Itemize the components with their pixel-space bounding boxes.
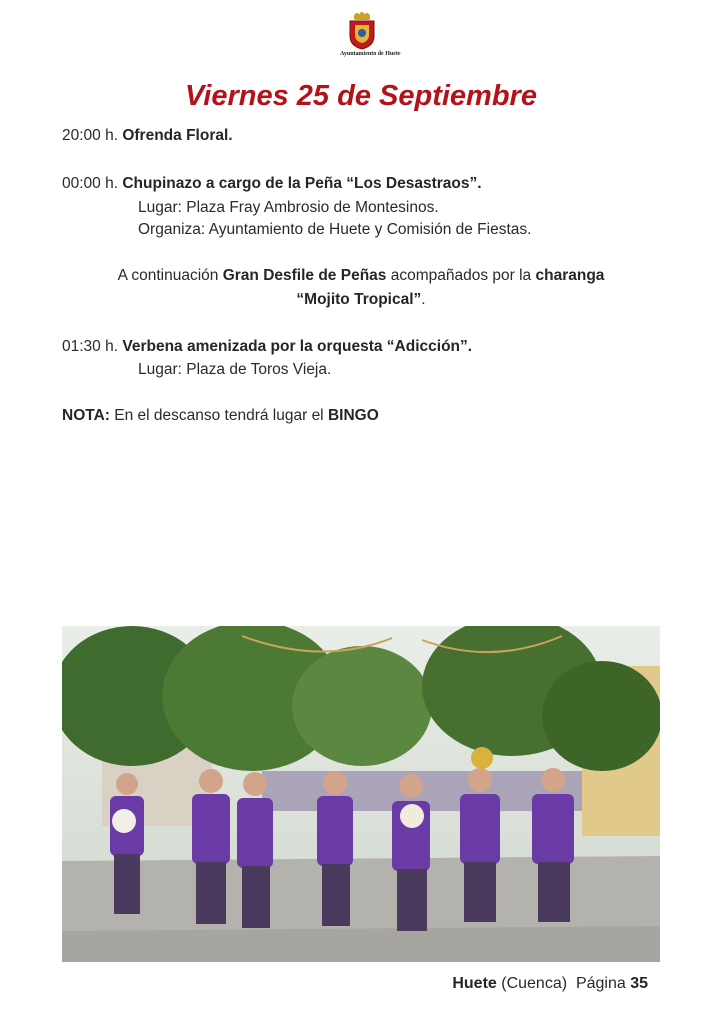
event-time: 20:00 h. — [62, 127, 119, 144]
note-bingo: BINGO — [327, 407, 379, 424]
note — [62, 406, 379, 426]
parade-charanga: charanga — [535, 267, 605, 284]
parade-name: Gran Desfile de Peñas — [222, 267, 387, 284]
parade-band — [0, 290, 722, 310]
event-name: Verbena amenizada por la orquesta “Adicción”. — [122, 338, 473, 355]
band-name: “Mojito Tropical” — [296, 291, 422, 308]
parade-text — [0, 266, 722, 286]
footer-town: Huete — [452, 975, 497, 992]
footer-page-number: 35 — [630, 975, 648, 992]
event-name: Chupinazo a cargo de la Peña “Los Desastraos”. — [122, 175, 482, 192]
band-end: . — [421, 291, 426, 308]
event-time: 00:00 h. — [62, 175, 119, 192]
coat-of-arms-logo — [340, 12, 401, 60]
event-place: Lugar: Plaza Fray Ambrosio de Montesinos. — [138, 199, 439, 216]
event-chupinazo — [62, 174, 482, 194]
parade-mid: acompañados por la — [386, 267, 536, 284]
event-organizer: Organiza: Ayuntamiento de Huete y Comisión de Fiestas. — [138, 221, 532, 238]
parade-pre: A continuación — [117, 267, 223, 284]
footer-page-label: Página — [575, 975, 631, 992]
event-name: Ofrenda Floral. — [122, 127, 233, 144]
coat-of-arms-icon — [345, 12, 379, 50]
page-footer — [452, 975, 648, 993]
note-label: NOTA: — [62, 407, 110, 424]
event-place: Lugar: Plaza de Toros Vieja. — [138, 361, 332, 378]
parade-photo — [62, 626, 660, 962]
event-time: 01:30 h. — [62, 338, 119, 355]
event-ofrenda — [62, 126, 233, 146]
logo-caption: Ayuntamiento de Huete — [340, 51, 401, 57]
parade-photo-illustration — [62, 626, 660, 962]
page-title: Viernes 25 de Septiembre — [185, 80, 537, 112]
note-text: En el descanso tendrá lugar el — [109, 407, 328, 424]
event-verbena — [62, 337, 472, 357]
footer-province: (Cuenca) — [496, 975, 568, 992]
